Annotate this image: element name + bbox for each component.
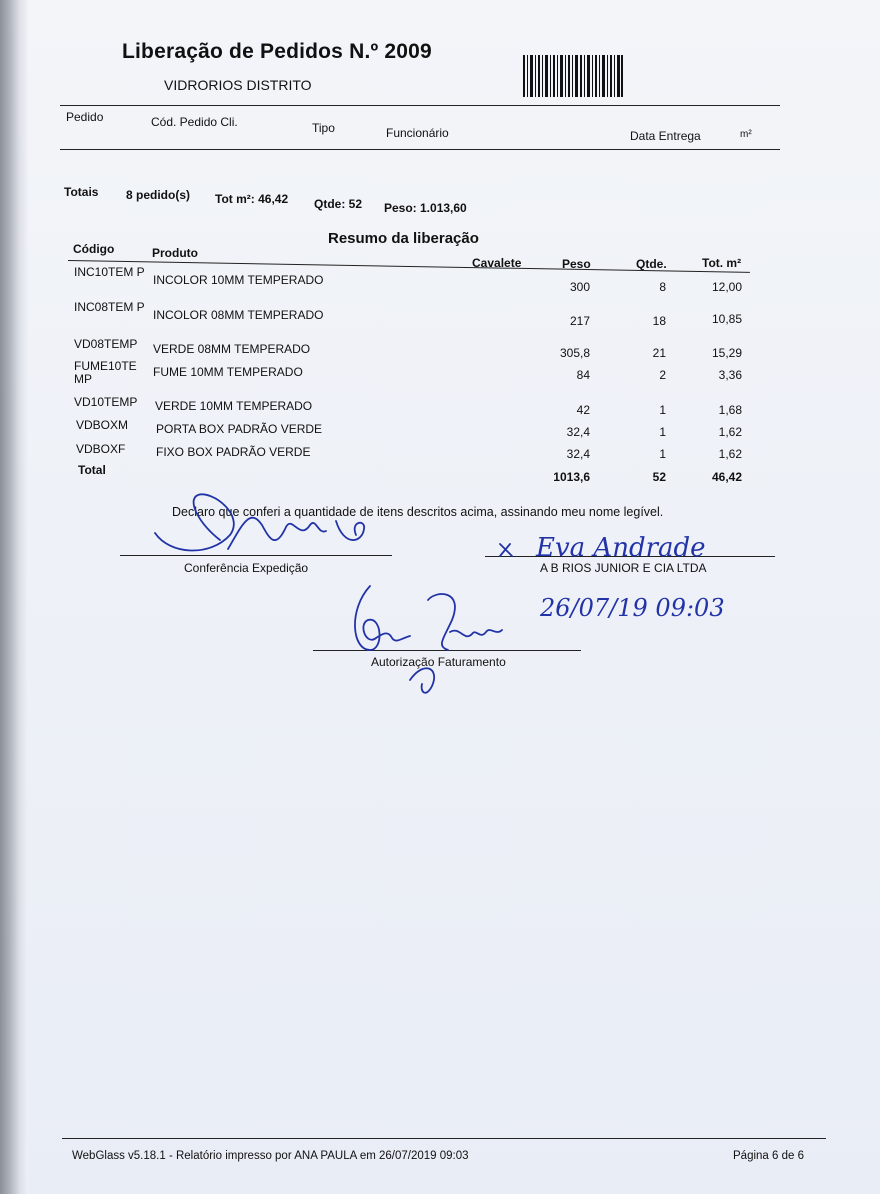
row-2-qtde: 18 xyxy=(652,314,666,328)
header-bottom-rule xyxy=(60,149,780,150)
row-4-peso: 84 xyxy=(576,368,590,382)
th-tot-m2: Tot. m² xyxy=(702,256,742,270)
th-produto: Produto xyxy=(152,246,198,260)
company-label: A B RIOS JUNIOR E CIA LTDA xyxy=(540,561,707,575)
header-top-rule xyxy=(60,105,780,106)
th-codigo: Código xyxy=(73,242,115,256)
row-6-qtde: 1 xyxy=(659,425,666,439)
col-cod-pedido: Cód. Pedido Cli. xyxy=(151,115,238,129)
row-5-peso: 42 xyxy=(576,403,590,417)
row-7-produto: FIXO BOX PADRÃO VERDE xyxy=(156,445,311,459)
row-5-produto: VERDE 10MM TEMPERADO xyxy=(155,399,313,413)
conferencia-label: Conferência Expedição xyxy=(184,561,309,575)
handwritten-datetime: 26/07/19 09:03 xyxy=(540,594,725,622)
row-2-tot-m2: 10,85 xyxy=(711,312,742,326)
total-label: Total xyxy=(78,463,106,477)
row-3-tot-m2: 15,29 xyxy=(711,346,742,360)
col-data-entrega: Data Entrega xyxy=(630,129,701,143)
row-6-peso: 32,4 xyxy=(566,425,590,439)
row-1-produto: INCOLOR 10MM TEMPERADO xyxy=(153,273,324,287)
total-peso: 1013,6 xyxy=(553,470,590,484)
col-tipo: Tipo xyxy=(312,121,335,135)
col-funcionario: Funcionário xyxy=(386,126,449,140)
declaration-text: Declaro que conferi a quantidade de itens descritos acima, assinando meu nome legível. xyxy=(172,505,664,519)
row-7-peso: 32,4 xyxy=(566,447,590,461)
row-7-codigo: VDBOXF xyxy=(76,442,126,456)
row-3-peso: 305,8 xyxy=(559,346,590,360)
footer-rule xyxy=(62,1138,826,1139)
th-peso: Peso xyxy=(562,257,591,271)
th-cavalete: Cavalete xyxy=(472,256,522,270)
autorizacao-label: Autorização Faturamento xyxy=(371,655,506,669)
row-3-qtde: 21 xyxy=(652,346,666,360)
row-5-tot-m2: 1,68 xyxy=(718,403,742,417)
row-5-qtde: 1 xyxy=(659,403,666,417)
totals-peso: Peso: 1.013,60 xyxy=(384,201,467,215)
summary-title: Resumo da liberação xyxy=(328,230,479,247)
totals-label: Totais xyxy=(64,185,99,199)
row-4-qtde: 2 xyxy=(659,368,666,382)
totals-pedidos: 8 pedido(s) xyxy=(126,188,191,202)
row-7-qtde: 1 xyxy=(659,447,666,461)
row-6-tot-m2: 1,62 xyxy=(718,425,742,439)
footer-page-number: Página 6 de 6 xyxy=(733,1150,804,1162)
row-6-produto: PORTA BOX PADRÃO VERDE xyxy=(156,422,323,436)
total-tot-m2: 46,42 xyxy=(711,470,742,484)
signature-company-image xyxy=(490,526,730,568)
totals-qtde: Qtde: 52 xyxy=(314,197,363,211)
col-m2: m² xyxy=(740,129,752,140)
row-7-tot-m2: 1,62 xyxy=(718,447,742,461)
handwritten-name: Eva Andrade xyxy=(536,533,706,563)
row-2-produto: INCOLOR 08MM TEMPERADO xyxy=(153,308,324,322)
signature-conferencia-image xyxy=(150,485,380,565)
row-4-produto: FUME 10MM TEMPERADO xyxy=(153,365,303,379)
footer-print-info: WebGlass v5.18.1 - Relatório impresso por ANA PAULA em 26/07/2019 09:03 xyxy=(72,1150,469,1162)
row-1-qtde: 8 xyxy=(659,280,666,294)
document-subtitle: VIDRORIOS DISTRITO xyxy=(164,77,312,93)
document-title: Liberação de Pedidos N.º 2009 xyxy=(122,40,432,63)
row-6-codigo: VDBOXM xyxy=(76,418,129,432)
totals-m2: Tot m²: 46,42 xyxy=(215,192,289,206)
row-2-codigo: INC08TEM P xyxy=(74,300,145,314)
th-qtde: Qtde. xyxy=(636,257,667,271)
barcode-image xyxy=(523,55,623,97)
row-5-codigo: VD10TEMP xyxy=(74,395,138,409)
row-1-peso: 300 xyxy=(569,280,590,294)
row-3-produto: VERDE 08MM TEMPERADO xyxy=(153,342,311,356)
total-qtde: 52 xyxy=(652,470,666,484)
row-1-tot-m2: 12,00 xyxy=(711,280,742,294)
row-3-codigo: VD08TEMP xyxy=(74,337,138,351)
handwritten-datetime-image xyxy=(538,588,768,628)
row-1-codigo: INC10TEM P xyxy=(74,265,145,279)
signature-autorizacao-image xyxy=(340,580,510,705)
row-4-codigo: FUME10TE MP xyxy=(74,359,137,386)
col-pedido: Pedido xyxy=(66,110,104,124)
row-4-tot-m2: 3,36 xyxy=(718,368,742,382)
row-2-peso: 217 xyxy=(569,314,590,328)
page-binding-edge xyxy=(0,0,28,1194)
